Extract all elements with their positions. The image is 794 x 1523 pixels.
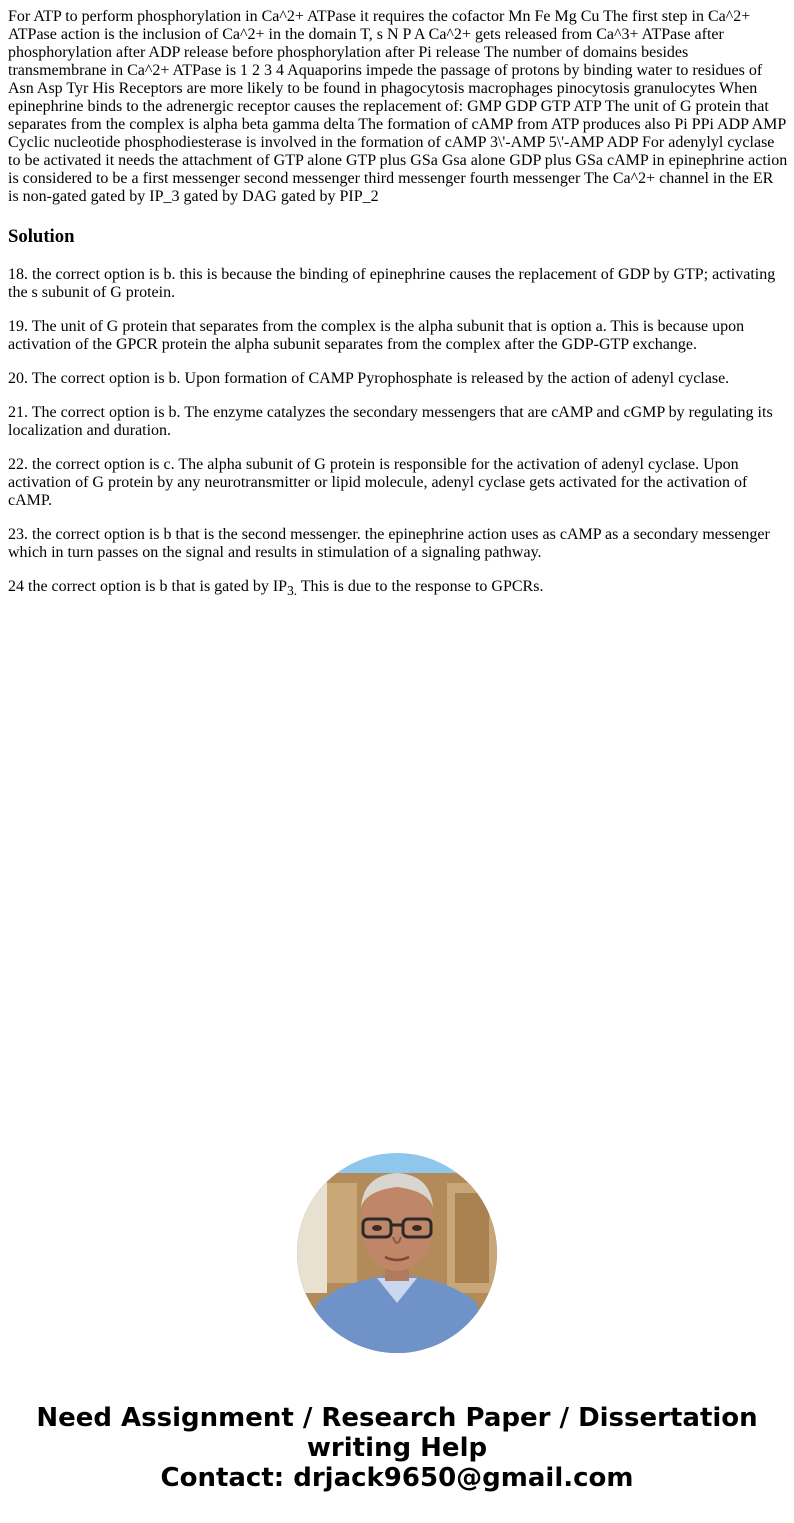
footer-contact-line: Contact: drjack9650@gmail.com bbox=[160, 1463, 634, 1493]
footer-line-2: writing Help bbox=[306, 1433, 488, 1463]
answer-24-tail: This is due to the response to GPCRs. bbox=[297, 578, 544, 595]
answer-21: 21. The correct option is b. The enzyme catalyzes the secondary messengers that are cAMP and cGMP by regulating its localization and duration. bbox=[8, 404, 773, 439]
answer-24-text: 24 the correct option is b that is gated by IP bbox=[8, 578, 288, 595]
contact-footer bbox=[0, 1403, 794, 1493]
answer-22: 22. the correct option is c. The alpha subunit of G protein is responsible for the activation of adenyl cyclase. Upon activation of G protein by any neurotransmitter or lipid molecule, adenyl cyclase gets activated for the activation of cAMP. bbox=[8, 456, 748, 509]
answer-24-subscript: 3. bbox=[287, 583, 298, 599]
answer-19: 19. The unit of G protein that separates from the complex is the alpha subunit that is option a. This is because upon activation of the GPCR protein the alpha subunit separates from the complex after the GDP-GTP exchange. bbox=[8, 318, 745, 353]
document-body bbox=[8, 8, 788, 616]
answer-24 bbox=[8, 578, 788, 600]
answer-20: 20. The correct option is b. Upon formation of CAMP Pyrophosphate is released by the action of adenyl cyclase. bbox=[8, 370, 730, 387]
solution-heading: Solution bbox=[8, 226, 75, 247]
question-text: For ATP to perform phosphorylation in Ca^2+ ATPase it requires the cofactor Mn Fe Mg Cu The first step in Ca^2+ ATPase action is the inclusion of Ca^2+ in the domain T, s N P A Ca^2+ gets released from Ca^3+ ATPase after phosphorylation after ADP release before phosphorylation after Pi release The number of domains besides transmembrane in Ca^2+ ATPase is 1 2 3 4 Aquaporins impede the passage of protons by binding water to residues of Asn Asp Tyr His Receptors are more likely to be found in phagocytosis macrophages pinocytosis granulocytes When epinephrine binds to the adrenergic receptor causes the replacement of: GMP GDP GTP ATP The unit of G protein that separates from the complex is alpha beta gamma delta The formation of cAMP from ATP produces also Pi PPi ADP AMP Cyclic nucleotide phosphodiesterase is involved in the formation of cAMP 3\'-AMP 5\'-AMP ADP For adenylyl cyclase to be activated it needs the attachment of GTP alone GTP plus GSa Gsa alone GDP plus GSa cAMP in epinephrine action is considered to be a first messenger second messenger third messenger fourth messenger The Ca^2+ channel in the ER is non-gated gated by IP_3 gated by DAG gated by PIP_2 bbox=[8, 8, 788, 205]
author-photo-illustration bbox=[297, 1153, 497, 1353]
footer-line-1: Need Assignment / Research Paper / Dissertation bbox=[36, 1403, 758, 1433]
author-photo bbox=[297, 1153, 497, 1353]
answer-18: 18. the correct option is b. this is because the binding of epinephrine causes the replacement of GDP by GTP; activating the s subunit of G protein. bbox=[8, 266, 776, 301]
answer-23: 23. the correct option is b that is the second messenger. the epinephrine action uses as cAMP as a secondary messenger which in turn passes on the signal and results in stimulation of a signaling pathway. bbox=[8, 526, 770, 561]
